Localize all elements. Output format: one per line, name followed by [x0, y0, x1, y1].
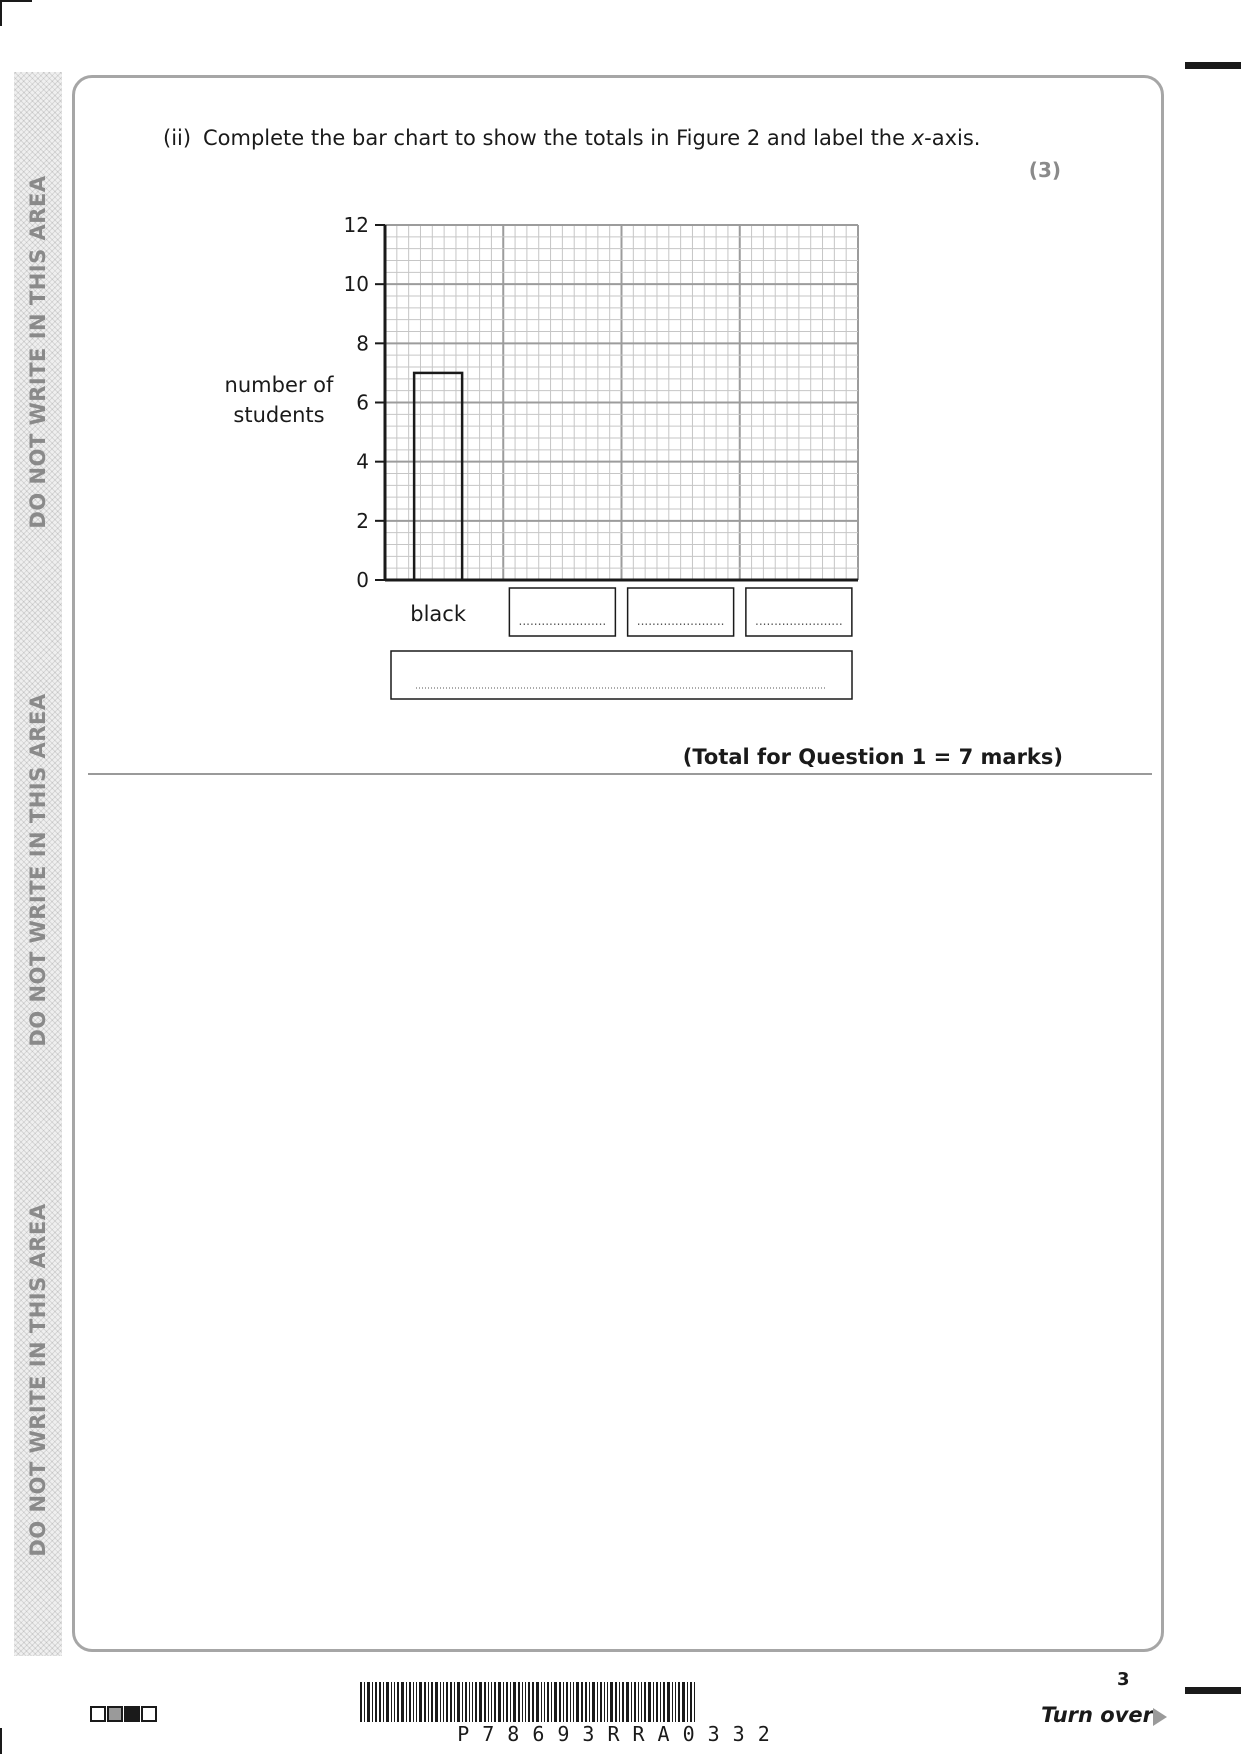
y-tick-label: 4: [356, 449, 369, 474]
paper-code-boxes: [90, 1706, 157, 1722]
barcode-bar: [443, 1682, 444, 1722]
barcode-bar: [450, 1682, 452, 1722]
barcode: [360, 1682, 880, 1722]
barcode-bar: [518, 1682, 520, 1722]
bar-black: [414, 373, 462, 580]
barcode-bar: [619, 1682, 620, 1722]
barcode-bar: [494, 1682, 496, 1722]
category-answer-box: [628, 588, 734, 636]
barcode-bar: [491, 1682, 492, 1722]
y-tick-label: 8: [356, 331, 369, 356]
sidebar-warning-1: DO NOT WRITE IN THIS AREA: [26, 175, 50, 529]
category-answer-dots: .......................: [636, 614, 725, 628]
edge-mark-bottom: [1185, 1687, 1241, 1694]
barcode-bar: [367, 1682, 370, 1722]
barcode-bar: [424, 1682, 426, 1722]
separator-rule: [88, 773, 1152, 775]
barcode-bar: [513, 1682, 516, 1722]
barcode-bar: [498, 1682, 501, 1722]
question-text-after: -axis.: [924, 126, 981, 150]
barcode-bar: [379, 1682, 381, 1722]
barcode-bar: [375, 1682, 377, 1722]
barcode-bar: [600, 1682, 602, 1722]
barcode-bar: [581, 1682, 583, 1722]
barcode-bar: [484, 1682, 486, 1722]
barcode-bar: [364, 1682, 365, 1722]
barcode-bar: [488, 1682, 489, 1722]
barcode-bar: [678, 1682, 680, 1722]
barcode-bar: [638, 1682, 639, 1722]
barcode-bar: [541, 1682, 542, 1722]
category-label: black: [410, 602, 466, 626]
barcode-bar: [532, 1682, 534, 1722]
total-marks: (Total for Question 1 = 7 marks): [682, 745, 1063, 769]
barcode-bar: [386, 1682, 389, 1722]
barcode-bar: [672, 1682, 673, 1722]
barcode-bar: [554, 1682, 557, 1722]
barcode-bar: [607, 1682, 608, 1722]
barcode-bar: [413, 1682, 414, 1722]
barcode-bar: [454, 1682, 455, 1722]
barcode-bar: [653, 1682, 654, 1722]
barcode-bar: [604, 1682, 605, 1722]
barcode-bar: [536, 1682, 539, 1722]
barcode-bar: [559, 1682, 561, 1722]
code-box-3: [124, 1706, 140, 1722]
barcode-bar: [656, 1682, 658, 1722]
y-tick-label: 2: [356, 508, 369, 533]
crop-mark-bottom-left: [0, 1728, 2, 1754]
barcode-bar: [589, 1682, 590, 1722]
barcode-bar: [465, 1682, 467, 1722]
barcode-bar: [383, 1682, 384, 1722]
y-tick-label: 0: [356, 568, 369, 592]
barcode-bar: [416, 1682, 417, 1722]
barcode-bar: [660, 1682, 661, 1722]
x-axis-label-answer-box: [391, 651, 852, 699]
question-marks: (3): [1028, 158, 1061, 182]
barcode-bar: [544, 1682, 545, 1722]
bar-chart: [0, 0, 1241, 760]
y-tick-label: 12: [343, 213, 369, 237]
barcode-bar: [391, 1682, 392, 1722]
category-answer-dots: .......................: [755, 614, 843, 628]
barcode-bar: [479, 1682, 482, 1722]
barcode-bar: [687, 1682, 688, 1722]
barcode-bar: [585, 1682, 587, 1722]
barcode-bar: [401, 1682, 404, 1722]
barcode-bar: [503, 1682, 504, 1722]
barcode-bar: [428, 1682, 429, 1722]
barcode-bar: [566, 1682, 568, 1722]
barcode-bar: [563, 1682, 564, 1722]
barcode-bar: [551, 1682, 552, 1722]
barcode-bar: [397, 1682, 399, 1722]
barcode-bar: [622, 1682, 624, 1722]
barcode-bar: [634, 1682, 636, 1722]
barcode-bar: [663, 1682, 665, 1722]
barcode-bar: [472, 1682, 473, 1722]
barcode-bar: [610, 1682, 613, 1722]
barcode-bar: [615, 1682, 617, 1722]
barcode-bar: [440, 1682, 441, 1722]
sidebar-warning-3: DO NOT WRITE IN THIS AREA: [26, 1203, 50, 1557]
barcode-bar: [648, 1682, 651, 1722]
barcode-bar: [547, 1682, 549, 1722]
category-answer-box: [509, 588, 615, 636]
barcode-bar: [446, 1682, 448, 1722]
code-box-2: [107, 1706, 123, 1722]
y-axis-label: number of: [224, 373, 334, 397]
barcode-bar: [592, 1682, 595, 1722]
barcode-bar: [469, 1682, 470, 1722]
barcode-bar: [525, 1682, 526, 1722]
barcode-bar: [667, 1682, 670, 1722]
question-text-before: Complete the bar chart to show the totals in Figure 2 and label the: [203, 126, 912, 150]
barcode-bar: [394, 1682, 395, 1722]
turn-over-arrow-icon: [1153, 1708, 1167, 1726]
turn-over-text: Turn over: [1041, 1703, 1153, 1727]
barcode-bar: [631, 1682, 632, 1722]
y-tick-label: 6: [356, 390, 369, 415]
barcode-bar: [570, 1682, 571, 1722]
barcode-bar: [462, 1682, 463, 1722]
barcode-bar: [419, 1682, 422, 1722]
barcode-bar: [522, 1682, 523, 1722]
barcode-bar: [675, 1682, 676, 1722]
barcode-bar: [573, 1682, 574, 1722]
barcode-bar: [435, 1682, 438, 1722]
barcode-text: P78693RRA0332: [457, 1722, 783, 1746]
code-box-4: [141, 1706, 157, 1722]
barcode-bar: [682, 1682, 685, 1722]
question-text-var: x: [911, 126, 925, 150]
category-answer-dots: .......................: [518, 614, 607, 628]
y-tick-label: 10: [343, 272, 369, 297]
barcode-bar: [431, 1682, 433, 1722]
barcode-bar: [576, 1682, 579, 1722]
y-axis-label: students: [233, 403, 325, 427]
page-number: 3: [1117, 1669, 1130, 1690]
barcode-bar: [644, 1682, 646, 1722]
barcode-bar: [510, 1682, 511, 1722]
barcode-bar: [690, 1682, 692, 1722]
barcode-bar: [506, 1682, 508, 1722]
barcode-bar: [694, 1682, 695, 1722]
barcode-bar: [409, 1682, 411, 1722]
barcode-bar: [457, 1682, 460, 1722]
code-box-1: [90, 1706, 106, 1722]
barcode-bar: [626, 1682, 629, 1722]
category-answer-box: [746, 588, 852, 636]
barcode-bar: [360, 1682, 362, 1722]
barcode-bar: [475, 1682, 477, 1722]
barcode-bar: [406, 1682, 407, 1722]
barcode-bar: [372, 1682, 373, 1722]
sidebar-warning-2: DO NOT WRITE IN THIS AREA: [26, 693, 50, 1047]
barcode-bar: [528, 1682, 530, 1722]
question-number: (ii): [163, 126, 192, 150]
barcode-bar: [597, 1682, 598, 1722]
barcode-bar: [641, 1682, 642, 1722]
